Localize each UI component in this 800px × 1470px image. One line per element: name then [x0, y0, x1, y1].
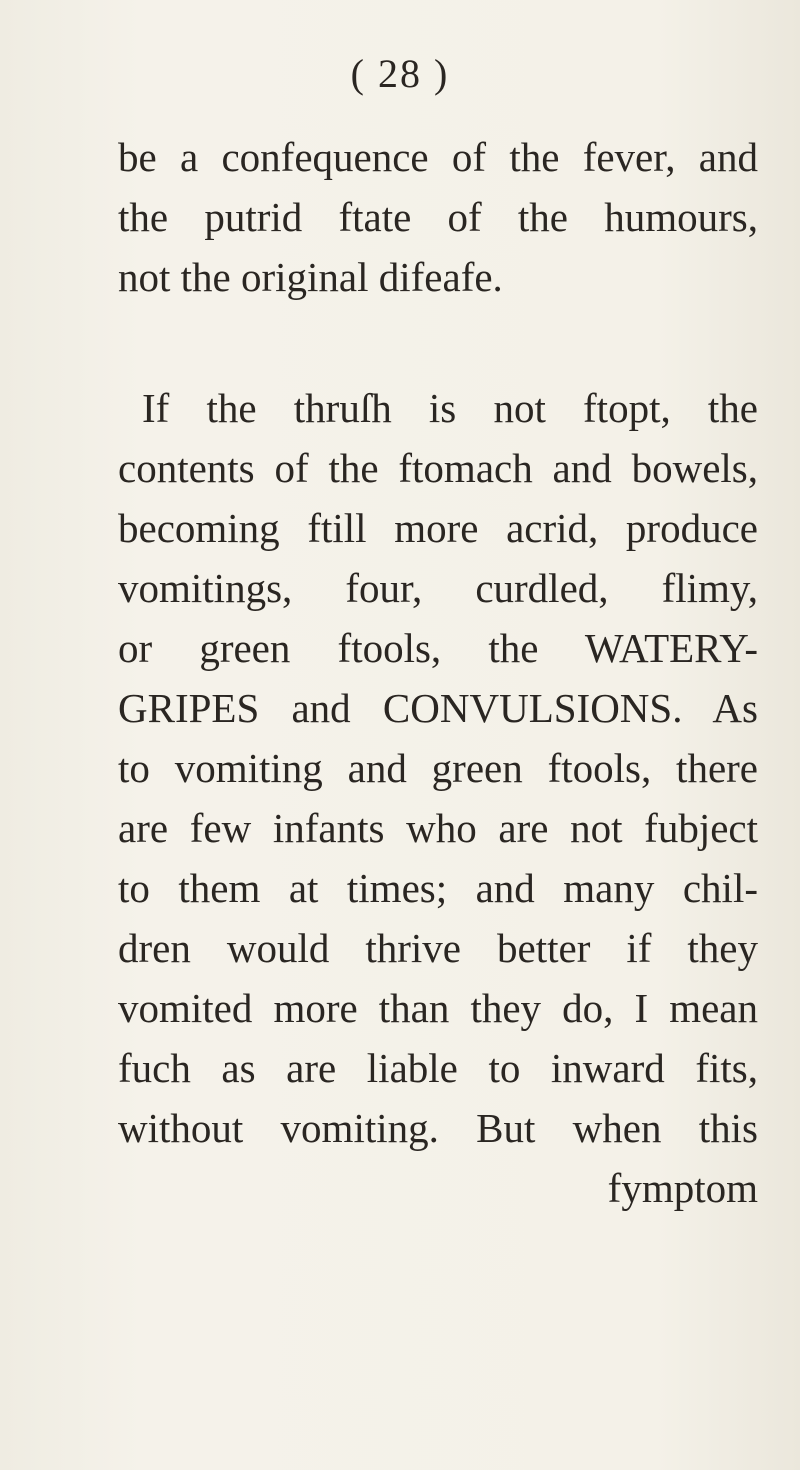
- paragraph-2: [118, 378, 758, 1218]
- text-line: vomitings, four, curdled, flimy,: [118, 565, 758, 611]
- text-line: dren would thrive better if they: [118, 925, 758, 971]
- text-line: to vomiting and green ftools, there: [118, 745, 758, 791]
- paragraph-1: [118, 127, 758, 307]
- text-line: be a confequence of the fever, and: [118, 134, 758, 180]
- text-line: contents of the ftomach and bowels,: [118, 445, 758, 491]
- catchword: fymptom: [607, 1165, 758, 1211]
- text-line: vomited more than they do, I mean: [118, 985, 758, 1031]
- text-line: are few infants who are not fubject: [118, 805, 758, 851]
- text-line: fuch as are liable to inward fits,: [118, 1045, 758, 1091]
- text-line: without vomiting. But when this: [118, 1105, 758, 1151]
- text-line: If the thruſh is not ftopt, the: [142, 385, 758, 431]
- text-line: becoming ftill more acrid, produce: [118, 505, 758, 551]
- page-number: ( 28 ): [350, 51, 450, 96]
- text-line: the putrid ftate of the humours,: [118, 194, 758, 240]
- text-line: GRIPES and CONVULSIONS. As: [118, 685, 758, 731]
- text-line: or green ftools, the WATERY-: [118, 625, 758, 671]
- text-line: to them at times; and many chil-: [118, 865, 758, 911]
- text-line: not the original difeafe.: [118, 254, 503, 300]
